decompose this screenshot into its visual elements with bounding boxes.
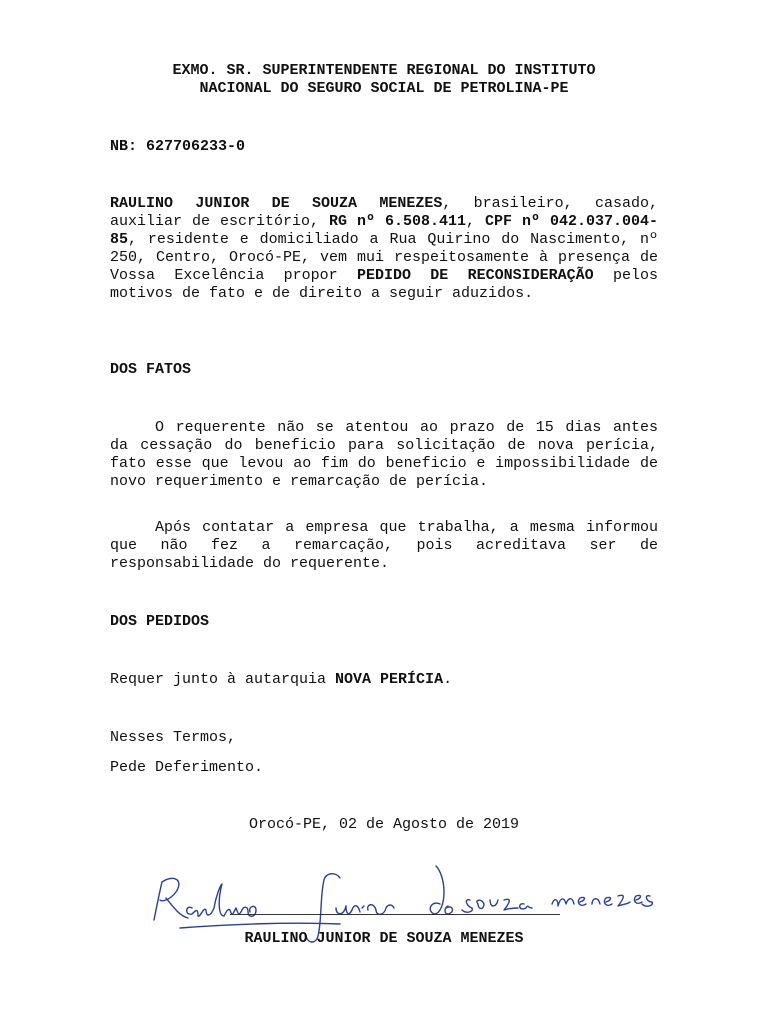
closing-line-1: Nesses Termos, xyxy=(110,729,237,746)
closing-line-2: Pede Deferimento. xyxy=(110,759,264,776)
rg-number: RG nº 6.508.411 xyxy=(329,213,466,230)
place-date: Orocó-PE, 02 de Agosto de 2019 xyxy=(248,816,520,833)
fatos-paragraph-2-text: Após contatar a empresa que trabalha, a mesma informou que não fez a remarcação, pois acreditava ser de responsabilidade do requerente. xyxy=(110,519,658,572)
header-line-2: NACIONAL DO SEGURO SOCIAL DE PETROLINA-PE xyxy=(199,80,569,97)
request-type: PEDIDO DE RECONSIDERAÇÃO xyxy=(356,267,594,284)
header-line-1: EXMO. SR. SUPERINTENDENTE REGIONAL DO INSTITUTO xyxy=(172,62,596,79)
request-line xyxy=(110,671,452,689)
signature-line xyxy=(230,914,560,915)
intro-text-4: pelos motivos de fato e de direito a seguir aduzidos. xyxy=(110,267,658,302)
signatory-name: RAULINO JUNIOR DE SOUZA MENEZES xyxy=(244,930,524,947)
fatos-paragraph-2 xyxy=(110,519,658,573)
signature-text: Raulino Junior de souza menezes xyxy=(140,800,159,801)
intro-text-1: , brasileiro, casado, auxiliar de escritório, xyxy=(110,195,658,230)
section-title-fatos: DOS FATOS xyxy=(110,361,192,378)
benefit-number: NB: 627706233-0 xyxy=(110,138,246,155)
cpf-number: CPF nº 042.037.004-85 xyxy=(110,213,658,248)
intro-paragraph xyxy=(110,195,658,303)
request-suffix: . xyxy=(443,671,453,688)
section-title-pedidos: DOS PEDIDOS xyxy=(110,613,210,630)
document-header xyxy=(0,62,768,98)
request-bold: NOVA PERÍCIA xyxy=(335,671,444,688)
intro-text-3: , residente e domiciliado a Rua Quirino do Nascimento, nº 250, Centro, Orocó-PE, vem mui respeitosamente à presença de Vossa Excelência propor xyxy=(110,231,658,284)
requester-name: RAULINO JUNIOR DE SOUZA MENEZES xyxy=(110,195,443,212)
request-prefix: Requer junto à autarquia xyxy=(110,671,336,688)
fatos-paragraph-1 xyxy=(110,419,658,491)
intro-text-2: , xyxy=(466,213,485,230)
fatos-paragraph-1-text: O requerente não se atentou ao prazo de 15 dias antes da cessação do beneficio para solicitação de nova perícia, fato esse que levou ao fim do beneficio e impossibilidade de novo requerimento e remarcação de perícia. xyxy=(110,419,658,490)
